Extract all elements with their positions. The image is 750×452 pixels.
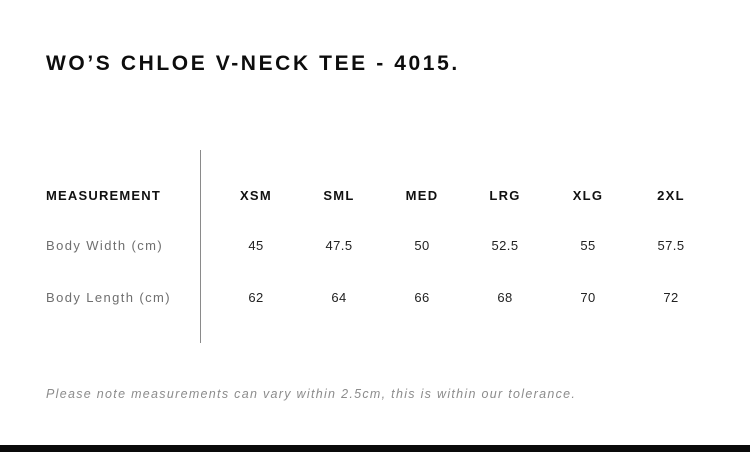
size-header-sml: SML: [323, 188, 355, 203]
table-cell: 45: [248, 238, 264, 253]
row-label-body-length: Body Length (cm): [46, 290, 172, 305]
row-label-body-width: Body Width (cm): [46, 238, 164, 253]
table-cell: 52.5: [491, 238, 519, 253]
bottom-bar: [0, 445, 750, 452]
table-cell: 72: [663, 290, 679, 305]
table-cell: 64: [331, 290, 347, 305]
size-header-xsm: XSM: [239, 188, 273, 203]
tolerance-note: Please note measurements can vary within 2.5cm, this is within our tolerance.: [46, 387, 577, 401]
size-header-xlg: XLG: [572, 188, 604, 203]
table-cell: 55: [580, 238, 596, 253]
table-cell: 70: [580, 290, 596, 305]
size-header-lrg: LRG: [489, 188, 521, 203]
measurement-header: MEASUREMENT: [46, 188, 162, 203]
page-title: WO’S CHLOE V-NECK TEE - 4015.: [46, 52, 460, 75]
table-cell: 68: [497, 290, 513, 305]
table-cell: 66: [414, 290, 430, 305]
table-cell: 47.5: [325, 238, 353, 253]
size-header-2xl: 2XL: [657, 188, 685, 203]
table-cell: 50: [414, 238, 430, 253]
table-cell: 57.5: [657, 238, 685, 253]
table-cell: 62: [248, 290, 264, 305]
size-header-med: MED: [405, 188, 439, 203]
table-divider: [200, 150, 201, 343]
